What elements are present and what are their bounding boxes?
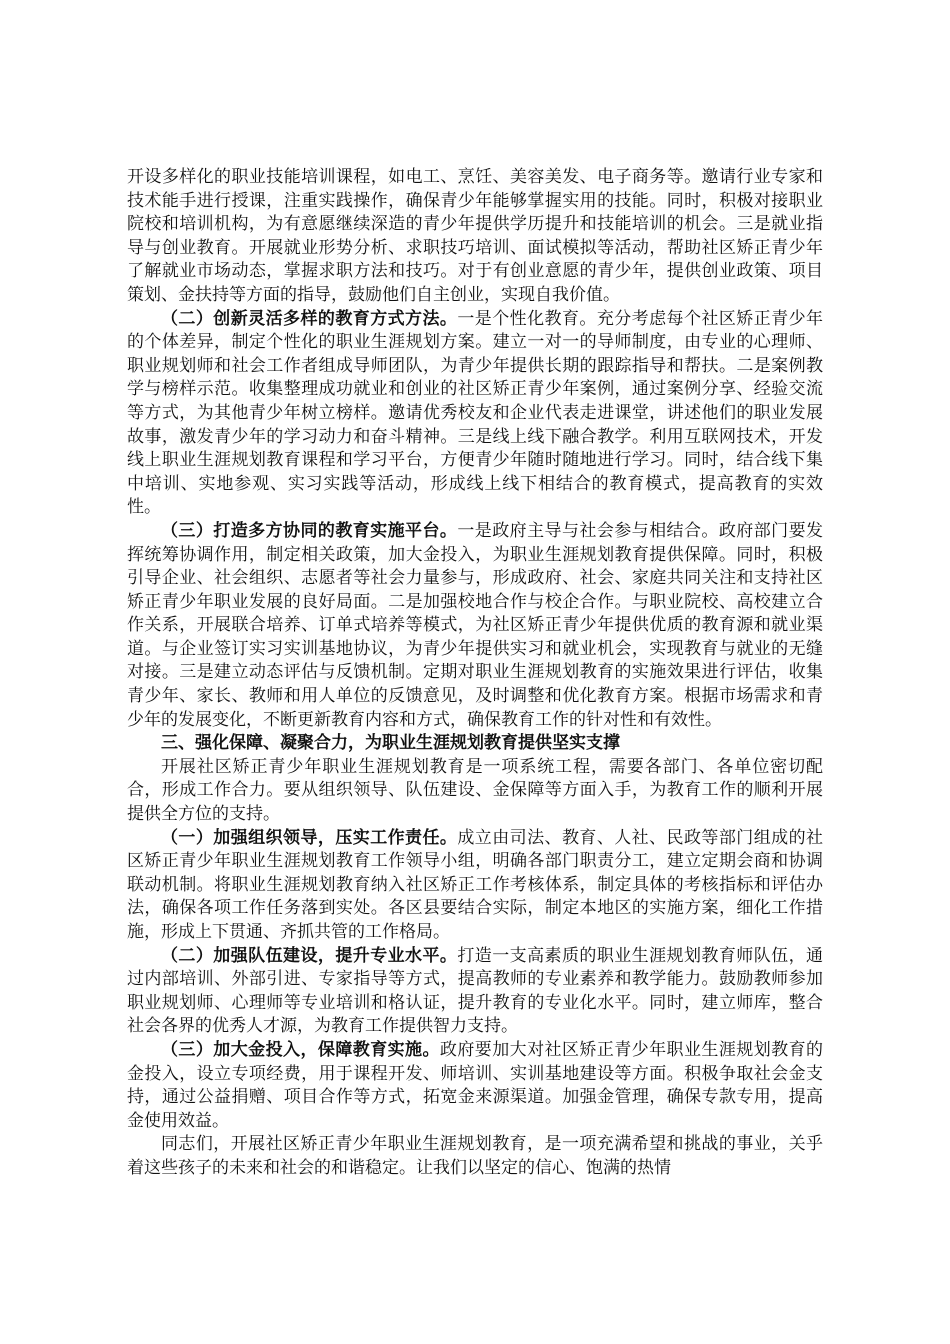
paragraph-team-building — [127, 945, 823, 1039]
paragraph-lead: （一）加强组织领导，压实工作责任。 — [161, 827, 458, 848]
paragraph-body: 一是政府主导与社会参与相结合。政府部门要发挥统筹协调作用，制定相关政策，加大金投入，为职业生涯规划教育提供保障。同时，积极引导企业、社会组织、志愿者等社会力量参与，形成政府、社会、家庭共同关注和支持社区矫正青少年职业发展的良好局面。二是加强校地合作与校企合作。与职业院校、高校建立合作关系，开展联合培养、订单式培养等模式，为社区矫正青少年提供优质的教育源和就业渠道。与企业签订实习实训基地协议，为青少年提供实习和就业机会，实现教育与就业的无缝对接。三是建立动态评估与反馈机制。定期对职业生涯规划教育的实施效果进行评估，收集青少年、家长、教师和用人单位的反馈意见，及时调整和优化教育方案。根据市场需求和青少年的发展变化，不断更新教育内容和方式，确保教育工作的针对性和有效性。 — [127, 520, 824, 730]
paragraph-teaching-methods — [127, 308, 823, 520]
paragraph-organization — [127, 827, 823, 945]
paragraph-funding — [127, 1039, 823, 1133]
document-page — [127, 166, 823, 1181]
paragraph-lead: （三）打造多方协同的教育实施平台。 — [161, 520, 458, 541]
paragraph-closing — [127, 1133, 823, 1180]
paragraph-body: 打造一支高素质的职业生涯规划教育师队伍，通过内部培训、外部引进、专家指导等方式，提高教师的专业素养和教学能力。鼓励教师参加职业规划师、心理师等专业培训和格认证，提升教育的专业化水平。同时，建立师库，整合社会各界的优秀人才源，为教育工作提供智力支持。 — [127, 945, 824, 1037]
paragraph-body: 开设多样化的职业技能培训课程，如电工、烹饪、美容美发、电子商务等。邀请行业专家和技术能手进行授课，注重实践操作，确保青少年能够掌握实用的技能。同时，积极对接职业院校和培训机构，为有意愿继续深造的青少年提供学历提升和技能培训的机会。三是就业指导与创业教育。开展就业形势分析、求职技巧培训、面试模拟等活动，帮助社区矫正青少年了解就业市场动态，掌握求职方法和技巧。对于有创业意愿的青少年，提供创业政策、项目策划、金扶持等方面的指导，鼓励他们自主创业，实现自我价值。 — [127, 167, 823, 305]
paragraph-body: 政府要加大对社区矫正青少年职业生涯规划教育的金投入，设立专项经费，用于课程开发、师培训、实训基地建设等方面。积极争取社会金支持，通过公益捐赠、项目合作等方式，拓宽金来源渠道。加强金管理，确保专款专用，提高金使用效益。 — [127, 1039, 824, 1131]
paragraph-implementation-platform — [127, 520, 823, 732]
paragraph-lead: （二）创新灵活多样的教育方式方法。 — [161, 308, 458, 329]
paragraph-body: 开展社区矫正青少年职业生涯规划教育是一项系统工程，需要各部门、各单位密切配合，形成工作合力。要从组织领导、队伍建设、金保障等方面入手，为教育工作的顺利开展提供全方位的支持。 — [127, 756, 823, 825]
paragraph-lead: （二）加强队伍建设，提升专业水平。 — [161, 945, 458, 966]
paragraph-body: 成立由司法、教育、人社、民政等部门组成的社区矫正青少年职业生涯规划教育工作领导小组，明确各部门职责分工，建立定期会商和协调联动机制。将职业生涯规划教育纳入社区矫正工作考核体系，制定具体的考核指标和评估办法，确保各项工作任务落到实处。各区县要结合实际，制定本地区的实施方案，细化工作措施，形成上下贯通、齐抓共管的工作格局。 — [127, 827, 824, 942]
paragraph-section-intro — [127, 756, 823, 827]
paragraph-continuation — [127, 166, 823, 308]
paragraph-body: 同志们，开展社区矫正青少年职业生涯规划教育，是一项充满希望和挑战的事业，关乎着这些孩子的未来和社会的和谐稳定。让我们以坚定的信心、饱满的热情 — [127, 1134, 823, 1178]
paragraph-lead: （三）加大金投入，保障教育实施。 — [161, 1039, 440, 1060]
section-heading: 三、强化保障、凝聚合力，为职业生涯规划教育提供坚实支撑 — [161, 733, 620, 754]
paragraph-body: 一是个性化教育。充分考虑每个社区矫正青少年的个体差异，制定个性化的职业生涯规划方案。建立一对一的导师制度，由专业的心理师、职业规划师和社会工作者组成导师团队，为青少年提供长期的跟踪指导和帮扶。二是案例教学与榜样示范。收集整理成功就业和创业的社区矫正青少年案例，通过案例分享、经验交流等方式，为其他青少年树立榜样。邀请优秀校友和企业代表走进课堂，讲述他们的职业发展故事，激发青少年的学习动力和奋斗精神。三是线上线下融合教学。利用互联网技术，开发线上职业生涯规划教育课程和学习平台，方便青少年随时随地进行学习。同时，结合线下集中培训、实地参观、实习实践等活动，形成线上线下相结合的教育模式，提高教育的实效性。 — [127, 308, 824, 518]
